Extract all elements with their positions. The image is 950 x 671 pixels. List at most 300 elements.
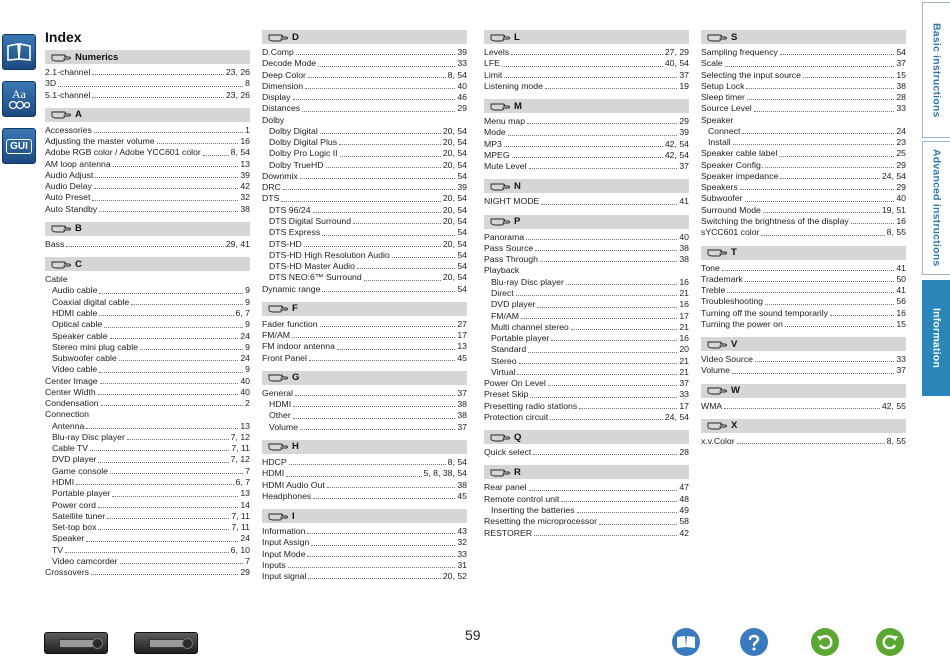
index-entry[interactable] <box>262 205 467 216</box>
entry-page-ref[interactable]: 24 <box>240 533 250 544</box>
entry-page-ref[interactable]: 33 <box>896 354 906 365</box>
index-entry[interactable] <box>701 274 906 285</box>
entry-page-ref[interactable]: 54 <box>457 261 467 272</box>
index-entry[interactable] <box>45 353 250 364</box>
index-entry[interactable] <box>484 378 689 389</box>
index-entry[interactable] <box>701 160 906 171</box>
entry-page-ref[interactable]: 46 <box>457 92 467 103</box>
index-entry[interactable] <box>45 387 250 398</box>
entry-page-ref[interactable]: 19 <box>679 80 689 91</box>
entry-page-ref[interactable]: 24 <box>240 330 250 341</box>
entry-page-ref[interactable]: 7, 11 <box>231 522 250 533</box>
entry-page-ref[interactable]: 37 <box>679 378 689 389</box>
index-entry[interactable] <box>45 285 250 296</box>
entry-page-ref[interactable]: 9 <box>245 364 250 375</box>
entry-page-ref[interactable]: 7, 12 <box>230 431 250 442</box>
entry-page-ref[interactable]: 7, 12 <box>230 454 250 465</box>
book-icon[interactable] <box>672 628 700 656</box>
index-entry[interactable] <box>45 477 250 488</box>
entry-page-ref[interactable]: 20, 54 <box>442 238 467 249</box>
display-panel-icon[interactable] <box>134 632 198 654</box>
index-entry[interactable] <box>701 193 906 204</box>
index-entry[interactable] <box>484 344 689 355</box>
entry-page-ref[interactable]: 42, 55 <box>881 400 906 411</box>
entry-page-ref[interactable]: 54 <box>457 170 467 181</box>
index-entry[interactable] <box>262 526 467 537</box>
entry-page-ref[interactable]: 13 <box>240 158 250 169</box>
index-entry[interactable] <box>262 399 467 410</box>
index-entry[interactable] <box>262 491 467 502</box>
entry-page-ref[interactable]: 38 <box>457 410 467 421</box>
entry-page-ref[interactable]: 29, 41 <box>225 238 250 249</box>
index-entry[interactable] <box>484 389 689 400</box>
entry-page-ref[interactable]: 37 <box>896 58 906 69</box>
entry-page-ref[interactable]: 29 <box>240 567 250 578</box>
index-entry[interactable] <box>484 516 689 527</box>
entry-page-ref[interactable]: 17 <box>679 400 689 411</box>
entry-page-ref[interactable]: 28 <box>896 92 906 103</box>
index-entry[interactable] <box>484 311 689 322</box>
entry-page-ref[interactable]: 7 <box>245 465 250 476</box>
forward-icon[interactable] <box>876 628 904 656</box>
index-entry[interactable] <box>45 466 250 477</box>
entry-page-ref[interactable]: 27 <box>457 318 467 329</box>
entry-page-ref[interactable]: 20, 54 <box>442 193 467 204</box>
entry-page-ref[interactable]: 42 <box>240 181 250 192</box>
entry-page-ref[interactable]: 9 <box>245 319 250 330</box>
entry-page-ref[interactable]: 20, 54 <box>442 272 467 283</box>
dot-leader <box>357 268 455 269</box>
index-entry[interactable] <box>45 204 250 215</box>
index-entry[interactable] <box>45 454 250 465</box>
entry-page-ref[interactable]: 9 <box>245 285 250 296</box>
entry-page-ref[interactable]: 40 <box>240 375 250 386</box>
index-entry[interactable] <box>45 511 250 522</box>
index-entry[interactable] <box>484 127 689 138</box>
index-entry[interactable] <box>45 443 250 454</box>
index-entry[interactable] <box>262 388 467 399</box>
entry-page-ref[interactable]: 8, 54 <box>447 456 467 467</box>
entry-page-ref[interactable]: 21 <box>679 287 689 298</box>
index-entry[interactable] <box>701 354 906 365</box>
entry-page-ref[interactable]: 20, 54 <box>442 137 467 148</box>
entry-page-ref[interactable]: 54 <box>896 47 906 57</box>
index-entry[interactable] <box>262 182 467 193</box>
entry-page-ref[interactable]: 21 <box>679 321 689 332</box>
entry-page-ref[interactable]: 7 <box>245 555 250 566</box>
entry-page-ref[interactable]: 38 <box>457 399 467 410</box>
index-entry[interactable] <box>45 421 250 432</box>
entry-term: HDMI <box>269 399 292 410</box>
entry-page-ref[interactable]: 38 <box>240 203 250 214</box>
entry-page-ref[interactable]: 16 <box>679 276 689 287</box>
entry-page-ref[interactable]: 38 <box>457 479 467 490</box>
index-entry[interactable] <box>262 227 467 238</box>
back-icon[interactable] <box>811 628 839 656</box>
entry-page-ref[interactable]: 20, 54 <box>442 148 467 159</box>
entry-page-ref[interactable]: 16 <box>679 299 689 310</box>
index-entry[interactable] <box>262 353 467 364</box>
index-entry[interactable] <box>262 250 467 261</box>
index-entry[interactable] <box>701 205 906 216</box>
entry-page-ref[interactable]: 13 <box>240 488 250 499</box>
entry-page-ref[interactable]: 19, 51 <box>881 204 906 215</box>
index-entry[interactable] <box>45 192 250 203</box>
index-entry[interactable] <box>262 148 467 159</box>
index-entry[interactable] <box>45 78 250 89</box>
entry-page-ref[interactable]: 15 <box>896 69 906 80</box>
entry-term: HDMI <box>52 476 75 487</box>
pointing-hand-icon <box>51 110 71 119</box>
entry-page-ref[interactable]: 7, 11 <box>231 443 250 454</box>
index-entry[interactable] <box>262 81 467 92</box>
entry-page-ref[interactable]: 42, 54 <box>664 149 689 160</box>
index-entry[interactable] <box>484 232 689 243</box>
entry-page-ref[interactable]: 43 <box>457 526 467 537</box>
index-entry[interactable] <box>45 567 250 578</box>
index-entry[interactable] <box>262 341 467 352</box>
index-entry[interactable] <box>262 330 467 341</box>
index-entry[interactable] <box>45 136 250 147</box>
entry-page-ref[interactable]: 49 <box>679 504 689 515</box>
index-entry[interactable] <box>45 170 250 181</box>
dot-leader <box>94 132 243 133</box>
index-entry[interactable] <box>262 480 467 491</box>
entry-page-ref[interactable]: 38 <box>679 242 689 253</box>
entry-page-ref[interactable]: 45 <box>457 352 467 363</box>
entry-page-ref[interactable]: 37 <box>457 387 467 398</box>
entry-page-ref[interactable]: 20, 52 <box>442 571 467 582</box>
index-entry[interactable] <box>701 47 906 58</box>
entry-page-ref[interactable]: 58 <box>679 516 689 527</box>
entry-page-ref[interactable]: 17 <box>679 310 689 321</box>
entry-page-ref[interactable]: 23, 26 <box>225 67 250 77</box>
entry-page-ref[interactable]: 20, 54 <box>442 204 467 215</box>
index-entry[interactable] <box>262 137 467 148</box>
index-entry[interactable] <box>484 482 689 493</box>
index-entry[interactable] <box>701 319 906 330</box>
entry-page-ref[interactable]: 7, 11 <box>231 510 250 521</box>
index-entry[interactable] <box>262 216 467 227</box>
index-entry[interactable] <box>45 376 250 387</box>
index-entry[interactable] <box>262 160 467 171</box>
index-entry[interactable] <box>484 401 689 412</box>
index-entry[interactable] <box>484 412 689 423</box>
entry-page-ref[interactable]: 40 <box>896 193 906 204</box>
pointing-hand-icon <box>490 33 510 42</box>
entry-page-ref[interactable]: 16 <box>896 215 906 226</box>
entry-page-ref[interactable]: 29 <box>457 103 467 114</box>
index-entry[interactable] <box>701 103 906 114</box>
index-entry[interactable] <box>701 126 906 137</box>
index-entry[interactable] <box>484 494 689 505</box>
entry-page-ref[interactable]: 16 <box>679 333 689 344</box>
index-entry[interactable] <box>262 468 467 479</box>
entry-page-ref[interactable]: 39 <box>679 127 689 138</box>
index-entry[interactable] <box>262 126 467 137</box>
entry-page-ref[interactable]: 37 <box>457 421 467 432</box>
entry-page-ref[interactable]: 33 <box>896 103 906 114</box>
index-entry[interactable] <box>484 333 689 344</box>
entry-page-ref[interactable]: 40 <box>240 386 250 397</box>
entry-page-ref[interactable]: 9 <box>245 296 250 307</box>
entry-page-ref[interactable]: 38 <box>679 254 689 265</box>
index-entry[interactable] <box>262 422 467 433</box>
index-entry[interactable] <box>484 254 689 265</box>
entry-page-ref[interactable]: 8, 54 <box>230 147 250 158</box>
entry-page-ref[interactable]: 33 <box>457 548 467 559</box>
entry-page-ref[interactable]: 41 <box>679 196 689 207</box>
index-entry[interactable] <box>45 556 250 567</box>
entry-page-ref[interactable]: 45 <box>457 490 467 501</box>
index-entry[interactable] <box>701 285 906 296</box>
entry-page-ref[interactable]: 37 <box>896 365 906 376</box>
index-entry[interactable] <box>484 367 689 378</box>
index-entry[interactable] <box>45 488 250 499</box>
index-entry[interactable] <box>45 147 250 158</box>
index-entry[interactable] <box>484 58 689 69</box>
index-entry[interactable] <box>45 67 250 78</box>
index-entry[interactable] <box>45 90 250 101</box>
index-entry[interactable] <box>701 70 906 81</box>
index-entry[interactable] <box>701 365 906 376</box>
index-entry[interactable] <box>262 171 467 182</box>
index-entry[interactable] <box>45 159 250 170</box>
index-entry[interactable] <box>262 58 467 69</box>
section-header <box>262 30 467 44</box>
index-entry[interactable] <box>45 398 250 409</box>
index-entry[interactable] <box>45 308 250 319</box>
entry-page-ref[interactable]: 24, 54 <box>881 170 906 181</box>
index-entry[interactable] <box>45 533 250 544</box>
entry-page-ref[interactable]: 32 <box>240 192 250 203</box>
section-header <box>484 465 689 479</box>
index-entry[interactable] <box>484 447 689 458</box>
index-entry[interactable] <box>701 81 906 92</box>
entry-page-ref[interactable]: 6, 7 <box>235 476 250 487</box>
index-entry[interactable] <box>701 263 906 274</box>
index-entry[interactable] <box>484 299 689 310</box>
entry-page-ref[interactable]: 24 <box>896 125 906 136</box>
index-entry[interactable] <box>484 196 689 207</box>
entry-page-ref[interactable]: 42, 54 <box>664 138 689 149</box>
entry-page-ref[interactable]: 21 <box>679 355 689 366</box>
index-entry[interactable] <box>262 537 467 548</box>
index-entry[interactable] <box>262 457 467 468</box>
index-entry[interactable] <box>484 81 689 92</box>
entry-page-ref[interactable]: 21 <box>679 366 689 377</box>
index-entry[interactable] <box>484 150 689 161</box>
dot-leader <box>765 167 894 168</box>
section-header <box>262 509 467 523</box>
entry-page-ref[interactable]: 39 <box>240 169 250 180</box>
index-entry[interactable] <box>45 364 250 375</box>
index-entry[interactable] <box>701 227 906 238</box>
index-entry[interactable] <box>262 70 467 81</box>
index-entry[interactable] <box>262 284 467 295</box>
index-entry[interactable] <box>484 243 689 254</box>
index-entry[interactable] <box>701 58 906 69</box>
index-entry[interactable] <box>484 322 689 333</box>
entry-page-ref[interactable]: 29 <box>679 116 689 127</box>
index-entry[interactable] <box>701 401 906 412</box>
index-entry[interactable] <box>701 182 906 193</box>
index-entry[interactable] <box>45 239 250 250</box>
dot-leader <box>599 524 677 525</box>
index-entry[interactable] <box>262 103 467 114</box>
entry-page-ref[interactable]: 2 <box>245 398 250 409</box>
entry-page-ref[interactable]: 54 <box>457 249 467 260</box>
index-entry[interactable] <box>484 70 689 81</box>
entry-page-ref[interactable]: 41 <box>896 262 906 273</box>
front-panel-icon[interactable] <box>44 632 108 654</box>
entry-page-ref[interactable]: 9 <box>245 341 250 352</box>
dot-leader <box>747 99 894 100</box>
index-entry[interactable] <box>262 261 467 272</box>
entry-page-ref[interactable]: 33 <box>457 58 467 69</box>
entry-page-ref[interactable]: 8 <box>245 78 250 89</box>
entry-page-ref[interactable]: 39 <box>457 47 467 57</box>
entry-page-ref[interactable]: 54 <box>457 283 467 294</box>
entry-page-ref[interactable]: 48 <box>679 493 689 504</box>
entry-page-ref[interactable]: 56 <box>896 296 906 307</box>
dot-leader <box>326 167 441 168</box>
entry-page-ref[interactable]: 42 <box>679 527 689 538</box>
entry-page-ref[interactable]: 29 <box>896 159 906 170</box>
entry-page-ref[interactable]: 40 <box>679 231 689 242</box>
section-header <box>484 99 689 113</box>
entry-page-ref[interactable]: 23, 26 <box>225 89 250 100</box>
index-entry[interactable] <box>701 216 906 227</box>
section-header <box>484 430 689 444</box>
entry-page-ref[interactable]: 32 <box>457 537 467 548</box>
index-entry[interactable] <box>701 92 906 103</box>
entry-page-ref[interactable]: 20, 54 <box>442 215 467 226</box>
index-entry[interactable] <box>484 161 689 172</box>
entry-term: Standard <box>491 344 527 355</box>
index-entry[interactable] <box>45 319 250 330</box>
entry-page-ref[interactable]: 38 <box>896 80 906 91</box>
entry-page-ref[interactable]: 20, 54 <box>442 159 467 170</box>
entry-page-ref[interactable]: 14 <box>240 499 250 510</box>
index-entry[interactable] <box>45 522 250 533</box>
index-entry[interactable] <box>45 545 250 556</box>
book-icon[interactable] <box>2 34 36 70</box>
index-entry[interactable] <box>484 288 689 299</box>
entry-page-ref[interactable]: 39 <box>457 182 467 193</box>
index-entry[interactable] <box>484 116 689 127</box>
index-entry[interactable] <box>45 342 250 353</box>
entry-page-ref[interactable]: 15 <box>896 318 906 329</box>
index-entry[interactable] <box>262 410 467 421</box>
index-entry[interactable] <box>262 272 467 283</box>
index-entry[interactable] <box>45 181 250 192</box>
index-entry[interactable] <box>701 137 906 148</box>
entry-page-ref[interactable]: 24, 54 <box>664 411 689 422</box>
tab-advanced-instructions[interactable] <box>922 141 950 275</box>
text-style-icon[interactable] <box>2 81 36 117</box>
entry-page-ref[interactable]: 20, 54 <box>442 125 467 136</box>
index-entry[interactable] <box>701 296 906 307</box>
entry-page-ref[interactable]: 37 <box>679 69 689 80</box>
tab-basic-instructions[interactable] <box>922 2 950 138</box>
index-entry[interactable] <box>262 571 467 582</box>
index-entry[interactable] <box>701 436 906 447</box>
index-entry[interactable] <box>45 500 250 511</box>
index-entry[interactable] <box>262 239 467 250</box>
dot-leader <box>528 352 677 353</box>
index-entry[interactable] <box>262 560 467 571</box>
entry-page-ref[interactable]: 5, 8, 38, 54 <box>423 468 467 479</box>
entry-page-ref[interactable]: 17 <box>457 330 467 341</box>
index-entry[interactable] <box>45 297 250 308</box>
entry-page-ref[interactable]: 6, 7 <box>235 307 250 318</box>
entry-page-ref[interactable]: 29 <box>896 182 906 193</box>
entry-page-ref[interactable]: 25 <box>896 148 906 159</box>
index-entry <box>701 115 906 126</box>
entry-page-ref[interactable]: 54 <box>457 227 467 238</box>
index-entry[interactable] <box>701 308 906 319</box>
entry-page-ref[interactable]: 6, 10 <box>230 544 250 555</box>
dot-leader <box>527 123 677 124</box>
index-entry[interactable] <box>45 125 250 136</box>
index-entry[interactable] <box>45 331 250 342</box>
entry-page-ref[interactable]: 24 <box>240 353 250 364</box>
index-entry[interactable] <box>701 171 906 182</box>
index-entry[interactable] <box>262 319 467 330</box>
index-entry[interactable] <box>484 277 689 288</box>
entry-page-ref[interactable]: 16 <box>240 136 250 147</box>
entry-page-ref[interactable]: 16 <box>896 307 906 318</box>
entry-page-ref[interactable]: 50 <box>896 273 906 284</box>
entry-page-ref[interactable]: 1 <box>245 124 250 135</box>
entry-term: Accessories <box>45 124 92 135</box>
entry-page-ref[interactable]: 41 <box>896 285 906 296</box>
entry-page-ref[interactable]: 28 <box>679 447 689 458</box>
entry-page-ref[interactable]: 40, 54 <box>664 58 689 69</box>
dot-leader <box>311 545 455 546</box>
tab-information[interactable] <box>922 280 950 396</box>
entry-page-ref[interactable]: 27, 29 <box>664 47 689 57</box>
index-entry[interactable] <box>484 505 689 516</box>
index-entry[interactable] <box>484 139 689 150</box>
index-entry[interactable] <box>262 193 467 204</box>
entry-page-ref[interactable]: 23 <box>896 137 906 148</box>
help-icon[interactable] <box>740 628 768 656</box>
index-entry[interactable] <box>484 47 689 58</box>
index-entry[interactable] <box>484 356 689 367</box>
entry-page-ref[interactable]: 40 <box>457 80 467 91</box>
entry-page-ref[interactable]: 33 <box>679 389 689 400</box>
entry-page-ref[interactable]: 31 <box>457 559 467 570</box>
index-entry[interactable] <box>484 528 689 539</box>
entry-page-ref[interactable]: 8, 54 <box>447 69 467 80</box>
entry-page-ref[interactable]: 13 <box>240 420 250 431</box>
entry-term: HDCP <box>262 456 287 467</box>
entry-page-ref[interactable]: 13 <box>457 341 467 352</box>
entry-page-ref[interactable]: 37 <box>679 161 689 172</box>
index-entry[interactable] <box>262 549 467 560</box>
entry-page-ref[interactable]: 47 <box>679 482 689 493</box>
index-entry[interactable] <box>701 148 906 159</box>
index-entry[interactable] <box>262 92 467 103</box>
index-entry[interactable] <box>262 47 467 58</box>
entry-page-ref[interactable]: 20 <box>679 344 689 355</box>
entry-page-ref[interactable]: 8, 55 <box>886 435 906 446</box>
entry-page-ref[interactable]: 8, 55 <box>886 227 906 238</box>
gui-icon[interactable] <box>2 128 36 164</box>
index-entry[interactable] <box>45 432 250 443</box>
